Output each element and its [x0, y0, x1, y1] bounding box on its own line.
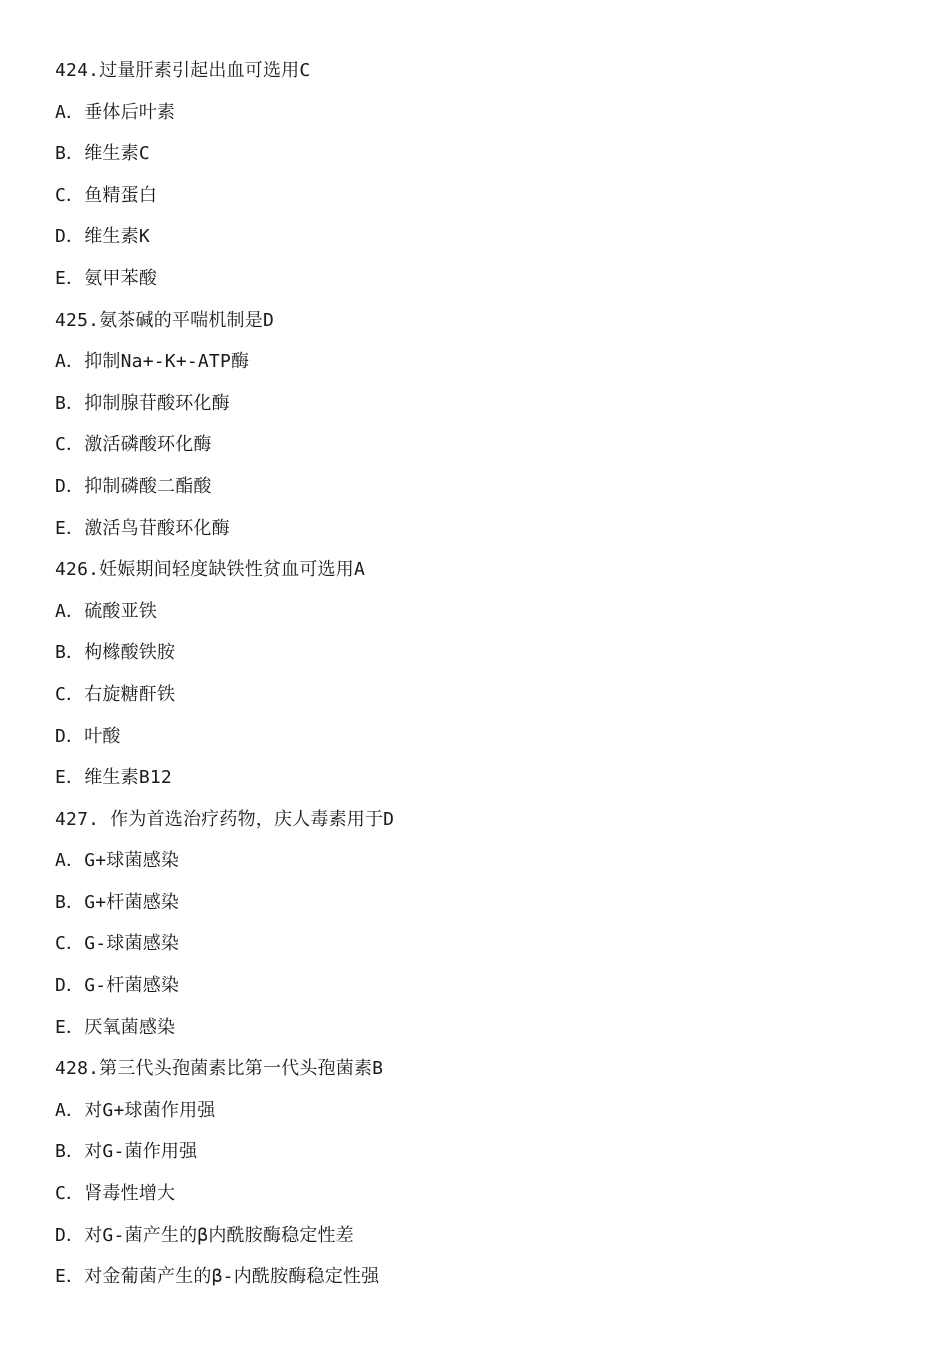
option-c: C．G-球菌感染 — [55, 933, 180, 955]
option-a: A．对G+球菌作用强 — [55, 1099, 216, 1121]
question-block — [55, 799, 915, 1049]
option-e: E．对金葡菌产生的β-内酰胺酶稳定性强 — [55, 1266, 380, 1288]
option-b: B．抑制腺苷酸环化酶 — [55, 392, 230, 414]
option-b: B．对G-菌作用强 — [55, 1141, 198, 1163]
question-stem: 428.第三代头孢菌素比第一代头孢菌素B — [55, 1058, 384, 1080]
option-a: A．垂体后叶素 — [55, 101, 176, 123]
option-d: D．对G-菌产生的β内酰胺酶稳定性差 — [55, 1224, 354, 1246]
option-c: C．右旋糖酐铁 — [55, 683, 176, 705]
question-stem: 425.氨茶碱的平喘机制是D — [55, 309, 274, 331]
option-e: E．氨甲苯酸 — [55, 267, 158, 289]
question-stem: 424.过量肝素引起出血可选用C — [55, 60, 311, 81]
question-block — [55, 1048, 915, 1298]
question-block — [55, 50, 915, 300]
option-b: B．维生素C — [55, 143, 150, 165]
option-c: C．肾毒性增大 — [55, 1183, 176, 1205]
question-stem: 427. 作为首选治疗药物，庆人毒素用于D — [55, 808, 395, 830]
option-d: D．抑制磷酸二酯酸 — [55, 475, 212, 497]
option-c: C．鱼精蛋白 — [55, 184, 158, 206]
question-block — [55, 549, 915, 799]
option-a: A．G+球菌感染 — [55, 850, 180, 872]
option-a: A．抑制Na+-K+-ATP酶 — [55, 351, 250, 373]
question-stem: 426.妊娠期间轻度缺铁性贫血可选用A — [55, 559, 365, 581]
option-d: D．叶酸 — [55, 725, 121, 747]
question-block — [55, 300, 915, 550]
option-e: E．激活鸟苷酸环化酶 — [55, 517, 230, 539]
option-a: A．硫酸亚铁 — [55, 600, 158, 622]
option-d: D．维生素K — [55, 226, 150, 248]
option-b: B．G+杆菌感染 — [55, 891, 180, 913]
option-e: E．厌氧菌感染 — [55, 1016, 176, 1038]
document-page — [55, 50, 915, 1298]
option-b: B．枸橼酸铁胺 — [55, 642, 176, 664]
option-e: E．维生素B12 — [55, 767, 172, 789]
option-d: D．G-杆菌感染 — [55, 975, 180, 997]
option-c: C．激活磷酸环化酶 — [55, 434, 212, 456]
